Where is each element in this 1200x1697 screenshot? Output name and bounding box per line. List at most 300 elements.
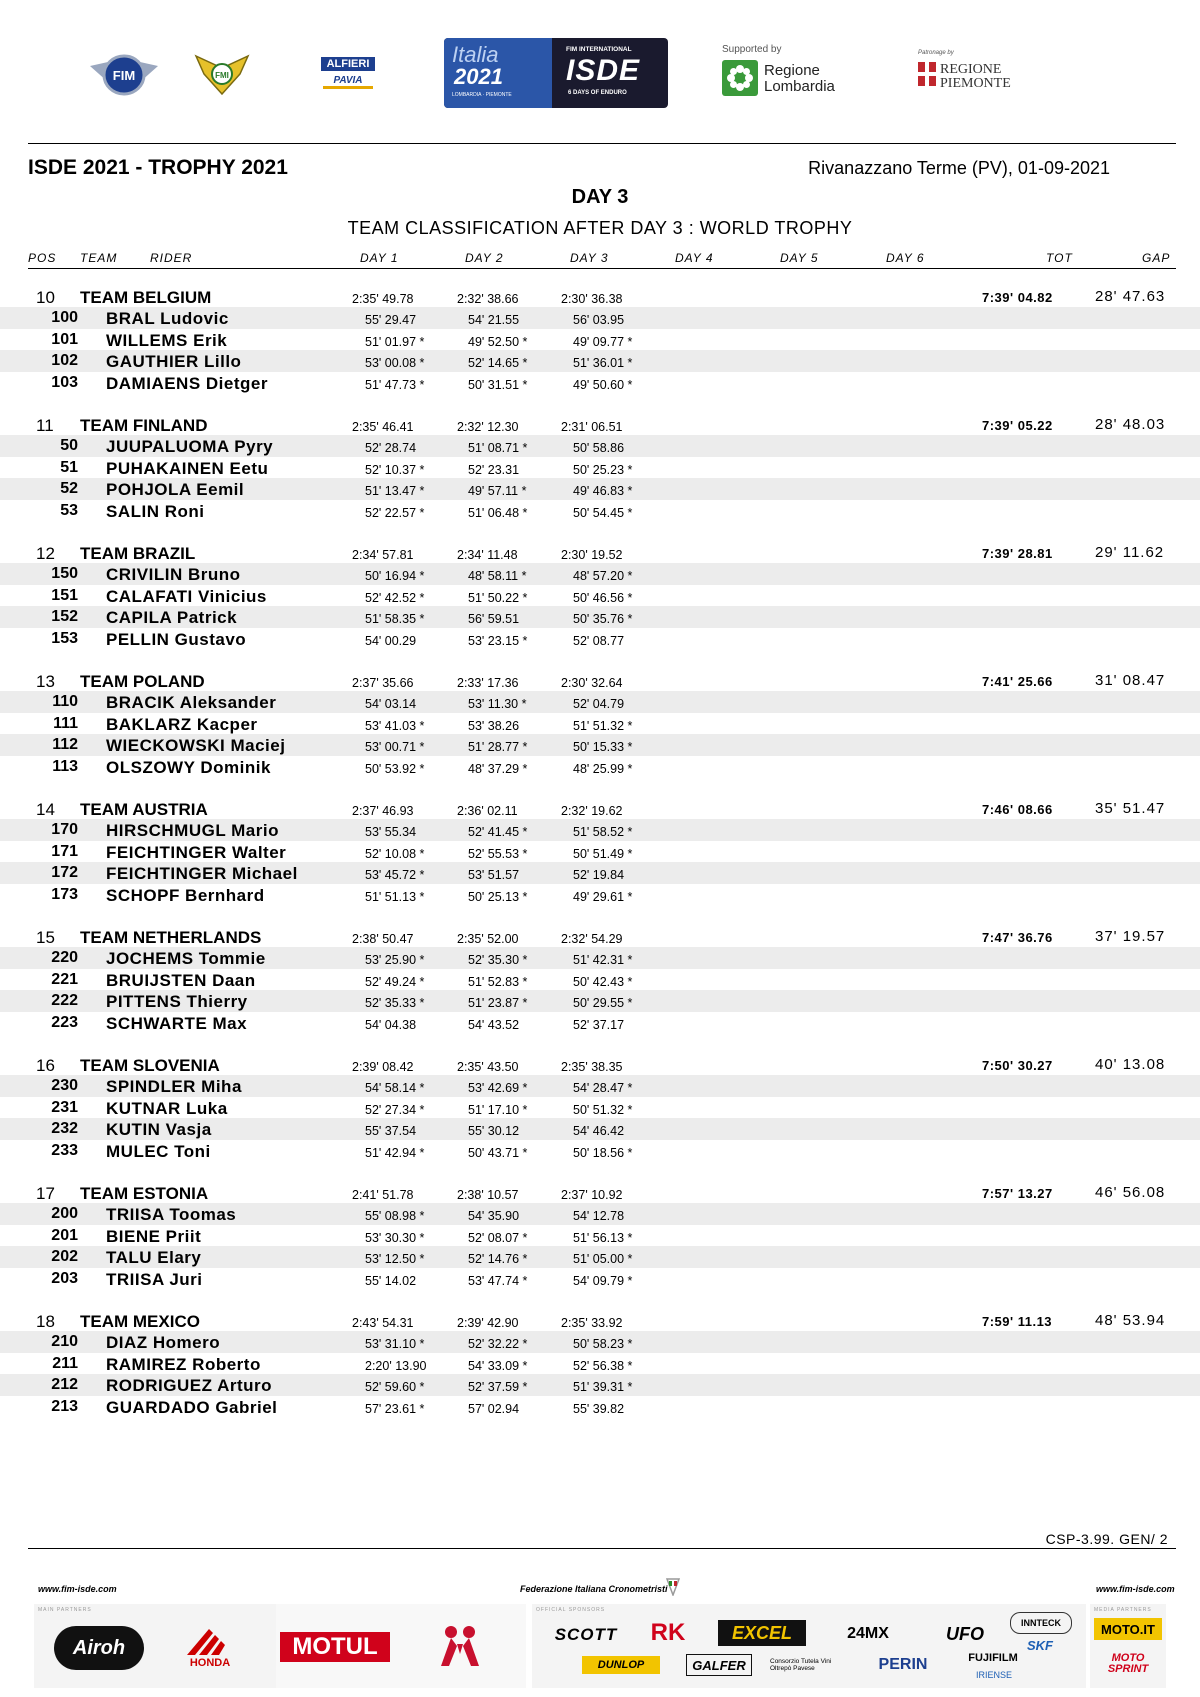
rider-row — [0, 329, 1200, 350]
rider-row — [0, 884, 1200, 905]
rider-number: 53 — [60, 501, 78, 519]
rider-day1-time: 55' 29.47 — [365, 313, 417, 328]
team-row — [0, 798, 1200, 819]
rider-number: 113 — [52, 757, 78, 775]
team-total-time: 7:47' 36.76 — [982, 930, 1053, 945]
rider-day1-time: 54' 04.38 — [365, 1017, 417, 1032]
rider-day1-time: 52' 35.33 * — [365, 996, 425, 1011]
rider-day1-time: 51' 51.13 * — [365, 889, 425, 904]
rider-day1-time: 2:20' 13.90 — [365, 1358, 427, 1373]
rider-day3-time: 51' 39.31 * — [573, 1380, 633, 1395]
rider-day1-time: 52' 59.60 * — [365, 1380, 425, 1395]
rider-day3-time: 50' 58.23 * — [573, 1337, 633, 1352]
team-block — [0, 414, 1200, 542]
rider-number: 201 — [51, 1226, 78, 1244]
fim-logo-text: FIM — [112, 68, 136, 83]
rider-number: 231 — [51, 1098, 78, 1116]
rider-name: BIENE Priit — [106, 1226, 202, 1246]
iriense-logo: IRIENSE — [975, 1670, 1012, 1680]
rider-row — [0, 1268, 1200, 1289]
rider-day2-time: 52' 32.22 * — [468, 1337, 528, 1352]
rider-number: 153 — [51, 629, 78, 647]
rider-day2-time: 53' 38.26 — [468, 718, 520, 733]
rider-day1-time: 52' 49.24 * — [365, 974, 425, 989]
rider-day3-time: 50' 29.55 * — [573, 996, 633, 1011]
rider-number: 211 — [52, 1354, 78, 1372]
piemonte-shield-icon — [918, 62, 936, 86]
team-day3-time: 2:30' 36.38 — [561, 292, 623, 306]
team-block — [0, 670, 1200, 798]
rider-number: 50 — [60, 437, 78, 455]
team-block — [0, 926, 1200, 1054]
rider-number: 101 — [51, 330, 78, 348]
team-gap: 48' 53.94 — [1095, 1312, 1166, 1329]
team-day2-time: 2:35' 43.50 — [457, 1060, 519, 1074]
rider-day1-time: 53' 00.08 * — [365, 356, 425, 371]
rider-day3-time: 54' 09.79 * — [573, 1273, 633, 1288]
rider-number: 221 — [51, 970, 78, 988]
media-partners-label: MEDIA PARTNERS — [1094, 1607, 1152, 1613]
rider-name: WILLEMS Erik — [106, 330, 228, 350]
team-gap: 28' 48.03 — [1095, 416, 1166, 433]
rider-day3-time: 54' 12.78 — [573, 1209, 625, 1224]
rider-day1-time: 52' 10.37 * — [365, 462, 425, 477]
rider-number: 233 — [51, 1141, 78, 1159]
rider-row — [0, 841, 1200, 862]
rider-day1-time: 51' 42.94 * — [365, 1145, 425, 1160]
team-row — [0, 286, 1200, 307]
rider-day3-time: 52' 37.17 — [573, 1017, 625, 1032]
team-block — [0, 798, 1200, 926]
rider-day2-time: 54' 21.55 — [468, 313, 520, 328]
rider-day1-time: 54' 00.29 — [365, 633, 417, 648]
rider-day3-time: 50' 35.76 * — [573, 612, 633, 627]
honda-logo — [172, 1620, 248, 1676]
rider-day1-time: 53' 25.90 * — [365, 953, 425, 968]
rider-row — [0, 1203, 1200, 1224]
team-name: TEAM AUSTRIA — [80, 800, 208, 819]
rider-day2-time: 51' 06.48 * — [468, 505, 528, 520]
team-total-time: 7:39' 05.22 — [982, 418, 1053, 433]
rider-name: DAMIAENS Dietger — [106, 373, 268, 393]
rider-name: JOCHEMS Tommie — [106, 949, 266, 969]
rider-row — [0, 734, 1200, 755]
rider-day1-time: 53' 55.34 — [365, 825, 417, 840]
team-day2-time: 2:38' 10.57 — [457, 1188, 519, 1202]
rider-day1-time: 55' 37.54 — [365, 1124, 417, 1139]
document-code: CSP-3.99. GEN/ 2 — [1045, 1531, 1168, 1547]
team-total-time: 7:57' 13.27 — [982, 1186, 1053, 1201]
rider-day3-time: 56' 03.95 — [573, 313, 625, 328]
rider-row — [0, 1353, 1200, 1374]
airoh-logo: Airoh — [54, 1626, 144, 1670]
team-day3-time: 2:35' 38.35 — [561, 1060, 623, 1074]
rider-name: DIAZ Homero — [106, 1333, 221, 1353]
rider-day3-time: 52' 19.84 — [573, 868, 625, 883]
skf-logo: SKF — [1027, 1637, 1053, 1653]
team-total-time: 7:50' 30.27 — [982, 1058, 1053, 1073]
rider-name: CRIVILIN Bruno — [106, 565, 241, 585]
excel-logo: EXCEL — [718, 1620, 806, 1646]
rider-number: 52 — [60, 480, 78, 498]
rider-row — [0, 756, 1200, 777]
team-block — [0, 1310, 1200, 1438]
rider-row — [0, 990, 1200, 1011]
rider-day3-time: 49' 09.77 * — [573, 334, 633, 349]
alfieri-pavia-logo — [306, 50, 390, 96]
col-rider: RIDER — [150, 251, 193, 265]
fujifilm-logo: FUJIFILM — [968, 1652, 1018, 1664]
italia-text: Italia — [452, 42, 499, 67]
rider-name: TRIISA Juri — [106, 1269, 203, 1289]
rider-number: 173 — [51, 885, 78, 903]
galfer-logo: GALFER — [686, 1654, 752, 1676]
regione-piemonte-line2: PIEMONTE — [940, 76, 1011, 91]
rider-day1-time: 51' 58.35 * — [365, 612, 425, 627]
rider-row — [0, 350, 1200, 371]
team-row — [0, 1310, 1200, 1331]
honda-text: HONDA — [189, 1657, 231, 1669]
rider-day2-time: 48' 58.11 * — [468, 569, 527, 584]
rider-name: WIECKOWSKI Maciej — [106, 736, 286, 756]
rider-number: 222 — [51, 992, 78, 1010]
team-day1-time: 2:34' 57.81 — [352, 548, 414, 562]
rider-number: 150 — [51, 565, 78, 583]
rider-name: SCHOPF Bernhard — [106, 885, 265, 905]
team-day3-time: 2:30' 32.64 — [561, 676, 623, 690]
team-name: TEAM SLOVENIA — [80, 1056, 220, 1075]
patronage-text: Patronage by — [918, 50, 954, 56]
rider-name: BRUIJSTEN Daan — [106, 970, 256, 990]
rider-number: 200 — [51, 1205, 78, 1223]
team-name: TEAM MEXICO — [80, 1312, 200, 1331]
rider-number: 103 — [51, 373, 78, 391]
rider-row — [0, 1374, 1200, 1395]
rider-row — [0, 819, 1200, 840]
rider-row — [0, 563, 1200, 584]
rider-number: 212 — [51, 1376, 78, 1394]
team-position: 12 — [36, 544, 55, 563]
col-day5: DAY 5 — [780, 251, 819, 265]
rider-day2-time: 49' 52.50 * — [468, 334, 528, 349]
team-position: 17 — [36, 1184, 55, 1203]
motul-logo: MOTUL — [280, 1632, 390, 1662]
rider-name: BRAL Ludovic — [106, 309, 229, 329]
team-day1-time: 2:35' 46.41 — [352, 420, 414, 434]
col-day6: DAY 6 — [886, 251, 925, 265]
rider-name: HIRSCHMUGL Mario — [106, 821, 279, 841]
rider-day1-time: 51' 47.73 * — [365, 377, 425, 392]
team-gap: 35' 51.47 — [1095, 800, 1166, 817]
rider-row — [0, 1225, 1200, 1246]
rider-name: OLSZOWY Dominik — [106, 757, 271, 777]
rider-number: 170 — [51, 821, 78, 839]
rider-day2-time: 54' 33.09 * — [468, 1358, 528, 1373]
ficr-logo-icon — [666, 1578, 680, 1596]
pavia-text: PAVIA — [323, 75, 372, 89]
rider-day2-time: 52' 14.65 * — [468, 356, 528, 371]
rider-day2-time: 52' 35.30 * — [468, 953, 528, 968]
team-row — [0, 926, 1200, 947]
team-position: 11 — [36, 416, 54, 435]
team-block — [0, 286, 1200, 414]
rider-row — [0, 713, 1200, 734]
rider-name: GAUTHIER Lillo — [106, 352, 242, 372]
rider-day3-time: 50' 15.33 * — [573, 740, 633, 755]
team-gap: 31' 08.47 — [1095, 672, 1166, 689]
kappa-icon — [421, 1624, 499, 1668]
rider-day2-time: 49' 57.11 * — [468, 484, 527, 499]
rider-day3-time: 50' 58.86 — [573, 441, 625, 456]
rider-row — [0, 969, 1200, 990]
rider-day2-time: 51' 28.77 * — [468, 740, 528, 755]
rider-name: CAPILA Patrick — [106, 608, 238, 628]
consorzio-vini-logo: Consorzio Tutela Vini Oltrepò Pavese — [770, 1658, 832, 1672]
rider-day1-time: 52' 10.08 * — [365, 846, 425, 861]
rider-day2-time: 51' 23.87 * — [468, 996, 528, 1011]
team-day2-time: 2:34' 11.48 — [457, 548, 518, 562]
rider-name: PELLIN Gustavo — [106, 629, 247, 649]
rider-day2-time: 50' 43.71 * — [468, 1145, 528, 1160]
ufo-logo: UFO — [946, 1623, 984, 1644]
rider-day3-time: 48' 57.20 * — [573, 569, 633, 584]
rider-row — [0, 435, 1200, 456]
col-day4: DAY 4 — [675, 251, 714, 265]
team-day2-time: 2:32' 12.30 — [457, 420, 519, 434]
col-pos: POS — [28, 251, 57, 265]
team-gap: 37' 19.57 — [1095, 928, 1166, 945]
rider-day2-time: 51' 50.22 * — [468, 590, 528, 605]
rider-day1-time: 57' 23.61 * — [365, 1401, 425, 1416]
fmi-logo — [192, 48, 252, 98]
team-day1-time: 2:43' 54.31 — [352, 1316, 414, 1330]
rider-day2-time: 54' 43.52 — [468, 1017, 520, 1032]
innteck-logo: INNTECK — [1010, 1612, 1072, 1634]
rider-name: RODRIGUEZ Arturo — [106, 1376, 273, 1396]
rider-number: 203 — [51, 1269, 78, 1287]
rider-row — [0, 372, 1200, 393]
scott-logo: SCOTT — [554, 1625, 618, 1644]
rider-day1-time: 51' 01.97 * — [365, 334, 425, 349]
fim-logo — [88, 52, 160, 98]
rider-name: JUUPALUOMA Pyry — [106, 437, 274, 457]
rider-name: KUTNAR Luka — [106, 1098, 228, 1118]
rider-number: 232 — [51, 1120, 78, 1138]
team-row — [0, 542, 1200, 563]
rider-name: FEICHTINGER Michael — [106, 864, 298, 884]
team-day2-time: 2:35' 52.00 — [457, 932, 519, 946]
kappa-logo — [420, 1620, 500, 1672]
rider-row — [0, 585, 1200, 606]
header-logos — [80, 36, 1120, 126]
team-day3-time: 2:30' 19.52 — [561, 548, 623, 562]
rider-day3-time: 50' 18.56 * — [573, 1145, 633, 1160]
rider-day3-time: 52' 08.77 — [573, 633, 625, 648]
rider-day1-time: 51' 13.47 * — [365, 484, 425, 499]
col-tot: TOT — [1046, 251, 1073, 265]
rider-day2-time: 52' 23.31 — [468, 462, 520, 477]
rider-day2-time: 52' 14.76 * — [468, 1252, 528, 1267]
rider-number: 152 — [51, 608, 78, 626]
rider-number: 111 — [53, 714, 78, 732]
rider-day1-time: 55' 14.02 — [365, 1273, 417, 1288]
motoit-logo: MOTO.IT — [1094, 1618, 1162, 1640]
24mx-logo: 24MX — [847, 1625, 889, 1642]
team-name: TEAM POLAND — [80, 672, 205, 691]
rider-day3-time: 51' 58.52 * — [573, 825, 633, 840]
rider-day2-time: 56' 59.51 — [468, 612, 520, 627]
team-row — [0, 1182, 1200, 1203]
team-block — [0, 1182, 1200, 1310]
team-total-time: 7:39' 28.81 — [982, 546, 1053, 561]
team-name: TEAM FINLAND — [80, 416, 208, 435]
col-day1: DAY 1 — [360, 251, 399, 265]
rider-name: PUHAKAINEN Eetu — [106, 458, 269, 478]
rk-logo: RK — [650, 1619, 686, 1646]
rider-name: SCHWARTE Max — [106, 1013, 248, 1033]
rider-day2-time: 52' 37.59 * — [468, 1380, 528, 1395]
team-name: TEAM BELGIUM — [80, 288, 212, 307]
team-position: 10 — [36, 288, 55, 307]
team-day2-time: 2:32' 38.66 — [457, 292, 519, 306]
rider-day3-time: 52' 04.79 — [573, 697, 625, 712]
rider-number: 171 — [51, 842, 78, 860]
rider-row — [0, 947, 1200, 968]
rider-day1-time: 54' 58.14 * — [365, 1081, 425, 1096]
isde-2021-logo — [444, 38, 668, 108]
team-gap: 40' 13.08 — [1095, 1056, 1166, 1073]
team-day3-time: 2:35' 33.92 — [561, 1316, 623, 1330]
rider-name: FEICHTINGER Walter — [106, 842, 287, 862]
rider-row — [0, 478, 1200, 499]
rider-day2-time: 50' 25.13 * — [468, 889, 528, 904]
rider-day1-time: 54' 03.14 — [365, 697, 417, 712]
rider-day2-time: 53' 42.69 * — [468, 1081, 528, 1096]
rider-day3-time: 48' 25.99 * — [573, 761, 633, 776]
team-name: TEAM BRAZIL — [80, 544, 196, 563]
rider-row — [0, 1331, 1200, 1352]
rider-day2-time: 51' 17.10 * — [468, 1102, 528, 1117]
rider-day2-time: 54' 35.90 — [468, 1209, 520, 1224]
team-block — [0, 1054, 1200, 1182]
rider-number: 102 — [51, 352, 78, 370]
team-day2-time: 2:39' 42.90 — [457, 1316, 519, 1330]
footer-url-left[interactable]: www.fim-isde.com — [38, 1584, 117, 1594]
rider-number: 151 — [51, 586, 78, 604]
team-row — [0, 414, 1200, 435]
rider-name: KUTIN Vasja — [106, 1120, 212, 1140]
rider-day3-time: 51' 42.31 * — [573, 953, 633, 968]
col-day2: DAY 2 — [465, 251, 504, 265]
rider-name: RAMIREZ Roberto — [106, 1354, 261, 1374]
rider-day3-time: 51' 56.13 * — [573, 1230, 633, 1245]
rider-row — [0, 606, 1200, 627]
rider-row — [0, 500, 1200, 521]
rider-day2-time: 57' 02.94 — [468, 1401, 520, 1416]
rider-day2-time: 53' 51.57 — [468, 868, 520, 883]
rider-name: BRACIK Aleksander — [106, 693, 277, 713]
fim-international-text: FIM INTERNATIONAL — [566, 46, 632, 53]
rider-day1-time: 52' 27.34 * — [365, 1102, 425, 1117]
rider-day1-time: 50' 53.92 * — [365, 761, 425, 776]
rider-day1-time: 52' 28.74 — [365, 441, 417, 456]
regione-piemonte-line1: REGIONE — [940, 62, 1002, 77]
col-team: TEAM — [80, 251, 118, 265]
team-name: TEAM NETHERLANDS — [80, 928, 262, 947]
team-day3-time: 2:32' 19.62 — [561, 804, 623, 818]
rider-number: 172 — [51, 864, 78, 882]
rider-row — [0, 1396, 1200, 1417]
regione-piemonte-logo — [918, 50, 1028, 96]
main-partners-label: MAIN PARTNERS — [38, 1607, 92, 1613]
team-position: 18 — [36, 1312, 55, 1331]
classification-subtitle: TEAM CLASSIFICATION AFTER DAY 3 : WORLD TROPHY — [347, 218, 853, 238]
rider-number: 213 — [51, 1397, 78, 1415]
rider-name: POHJOLA Eemil — [106, 480, 245, 500]
team-gap: 29' 11.62 — [1095, 544, 1165, 561]
rider-day1-time: 52' 42.52 * — [365, 590, 425, 605]
team-gap: 46' 56.08 — [1095, 1184, 1166, 1201]
day-title: DAY 3 — [571, 186, 629, 208]
fmi-logo-text: FMI — [215, 71, 229, 80]
event-title: ISDE 2021 - TROPHY 2021 — [28, 156, 288, 179]
rider-day3-time: 49' 46.83 * — [573, 484, 633, 499]
footer-divider — [28, 1548, 1176, 1549]
rider-day2-time: 53' 47.74 * — [468, 1273, 528, 1288]
team-day1-time: 2:38' 50.47 — [352, 932, 414, 946]
rider-row — [0, 307, 1200, 328]
rider-day3-time: 50' 51.32 * — [573, 1102, 633, 1117]
rider-day2-time: 53' 23.15 * — [468, 633, 528, 648]
col-gap: GAP — [1142, 251, 1171, 265]
team-position: 13 — [36, 672, 55, 691]
rider-day3-time: 50' 46.56 * — [573, 590, 633, 605]
team-day2-time: 2:33' 17.36 — [457, 676, 519, 690]
rider-day2-time: 50' 31.51 * — [468, 377, 528, 392]
rider-day1-time: 55' 08.98 * — [365, 1209, 425, 1224]
team-total-time: 7:59' 11.13 — [982, 1314, 1053, 1329]
isde-text: ISDE — [566, 54, 641, 87]
rider-day3-time: 54' 28.47 * — [573, 1081, 633, 1096]
team-position: 16 — [36, 1056, 55, 1075]
rider-name: SPINDLER Miha — [106, 1077, 242, 1097]
regione-text: Regione — [764, 62, 820, 79]
rider-day3-time: 55' 39.82 — [573, 1401, 625, 1416]
column-header-divider — [28, 268, 1176, 269]
rider-name: MULEC Toni — [106, 1141, 211, 1161]
regione-lombardia-logo — [722, 44, 862, 106]
team-day3-time: 2:37' 10.92 — [561, 1188, 623, 1202]
rider-number: 220 — [51, 949, 78, 967]
region-strip-text: LOMBARDIA · PIEMONTE — [452, 92, 512, 98]
team-name: TEAM ESTONIA — [80, 1184, 209, 1203]
rider-day2-time: 48' 37.29 * — [468, 761, 528, 776]
team-row — [0, 1054, 1200, 1075]
rider-number: 223 — [51, 1013, 78, 1031]
rider-number: 202 — [51, 1248, 78, 1266]
honda-wing-icon — [185, 1627, 235, 1657]
rider-row — [0, 691, 1200, 712]
team-gap: 28' 47.63 — [1095, 288, 1166, 305]
team-block — [0, 542, 1200, 670]
footer-url-right[interactable]: www.fim-isde.com — [1096, 1584, 1175, 1594]
dunlop-logo: DUNLOP — [582, 1656, 660, 1674]
rider-day3-time: 51' 51.32 * — [573, 718, 633, 733]
team-total-time: 7:46' 08.66 — [982, 802, 1053, 817]
col-day3: DAY 3 — [570, 251, 609, 265]
rider-day3-time: 49' 50.60 * — [573, 377, 633, 392]
rider-day3-time: 51' 05.00 * — [573, 1252, 633, 1267]
